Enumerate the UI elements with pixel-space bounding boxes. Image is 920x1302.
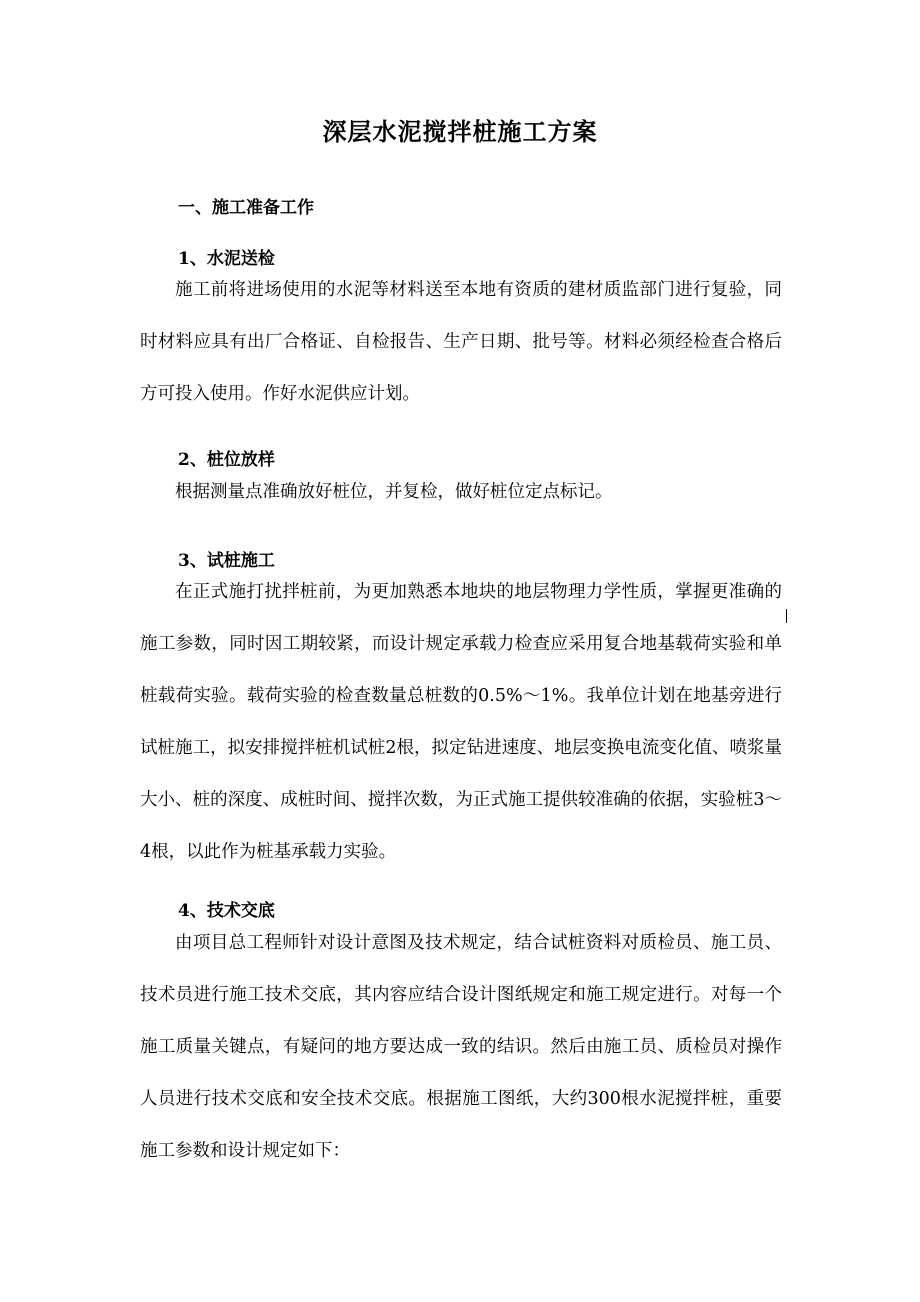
item-heading: 1、水泥送检 bbox=[178, 249, 275, 269]
item-heading: 3、试桩施工 bbox=[178, 551, 275, 571]
item-body: 在正式施打扰拌桩前，为更加熟悉本地块的地层物理力学性质，掌握更准确的施工参数，同时因工期较紧，而设计规定承载力检查应采用复合地基载荷实验和单桩载荷实验。载荷实验的检查数量总桩数的0.5%～1%。我单位计划在地基旁进行试桩施工，拟安排搅拌桩机试桩2根，拟定钻进速度、地层变换电流变化值、喷浆量大小、桩的深度、成桩时间、搅拌次数，为正式施工提供较准确的依据，实验桩3～4根，以此作为桩基承载力实验。 bbox=[140, 582, 782, 862]
item-body: 施工前将进场使用的水泥等材料送至本地有资质的建材质监部门进行复验，同时材料应具有出厂合格证、自检报告、生产日期、批号等。材料必须经检查合格后方可投入使用。作好水泥供应计划。 bbox=[140, 280, 782, 404]
item-heading: 2、桩位放样 bbox=[178, 450, 275, 470]
item-heading: 4、技术交底 bbox=[178, 901, 275, 921]
margin-mark bbox=[786, 609, 787, 623]
item-body: 由项目总工程师针对设计意图及技术规定，结合试桩资料对质检员、施工员、技术员进行施工技术交底，其内容应结合设计图纸规定和施工规定进行。对每一个施工质量关键点，有疑问的地方要达成一致的结识。然后由施工员、质检员对操作人员进行技术交底和安全技术交底。根据施工图纸，大约300根水泥搅拌桩，重要施工参数和设计规定如下： bbox=[140, 933, 782, 1161]
item-body: 根据测量点准确放好桩位，并复检，做好桩位定点标记。 bbox=[175, 482, 613, 502]
section-heading: 一、施工准备工作 bbox=[178, 198, 314, 218]
document-title: 深层水泥搅拌桩施工方案 bbox=[322, 117, 598, 146]
